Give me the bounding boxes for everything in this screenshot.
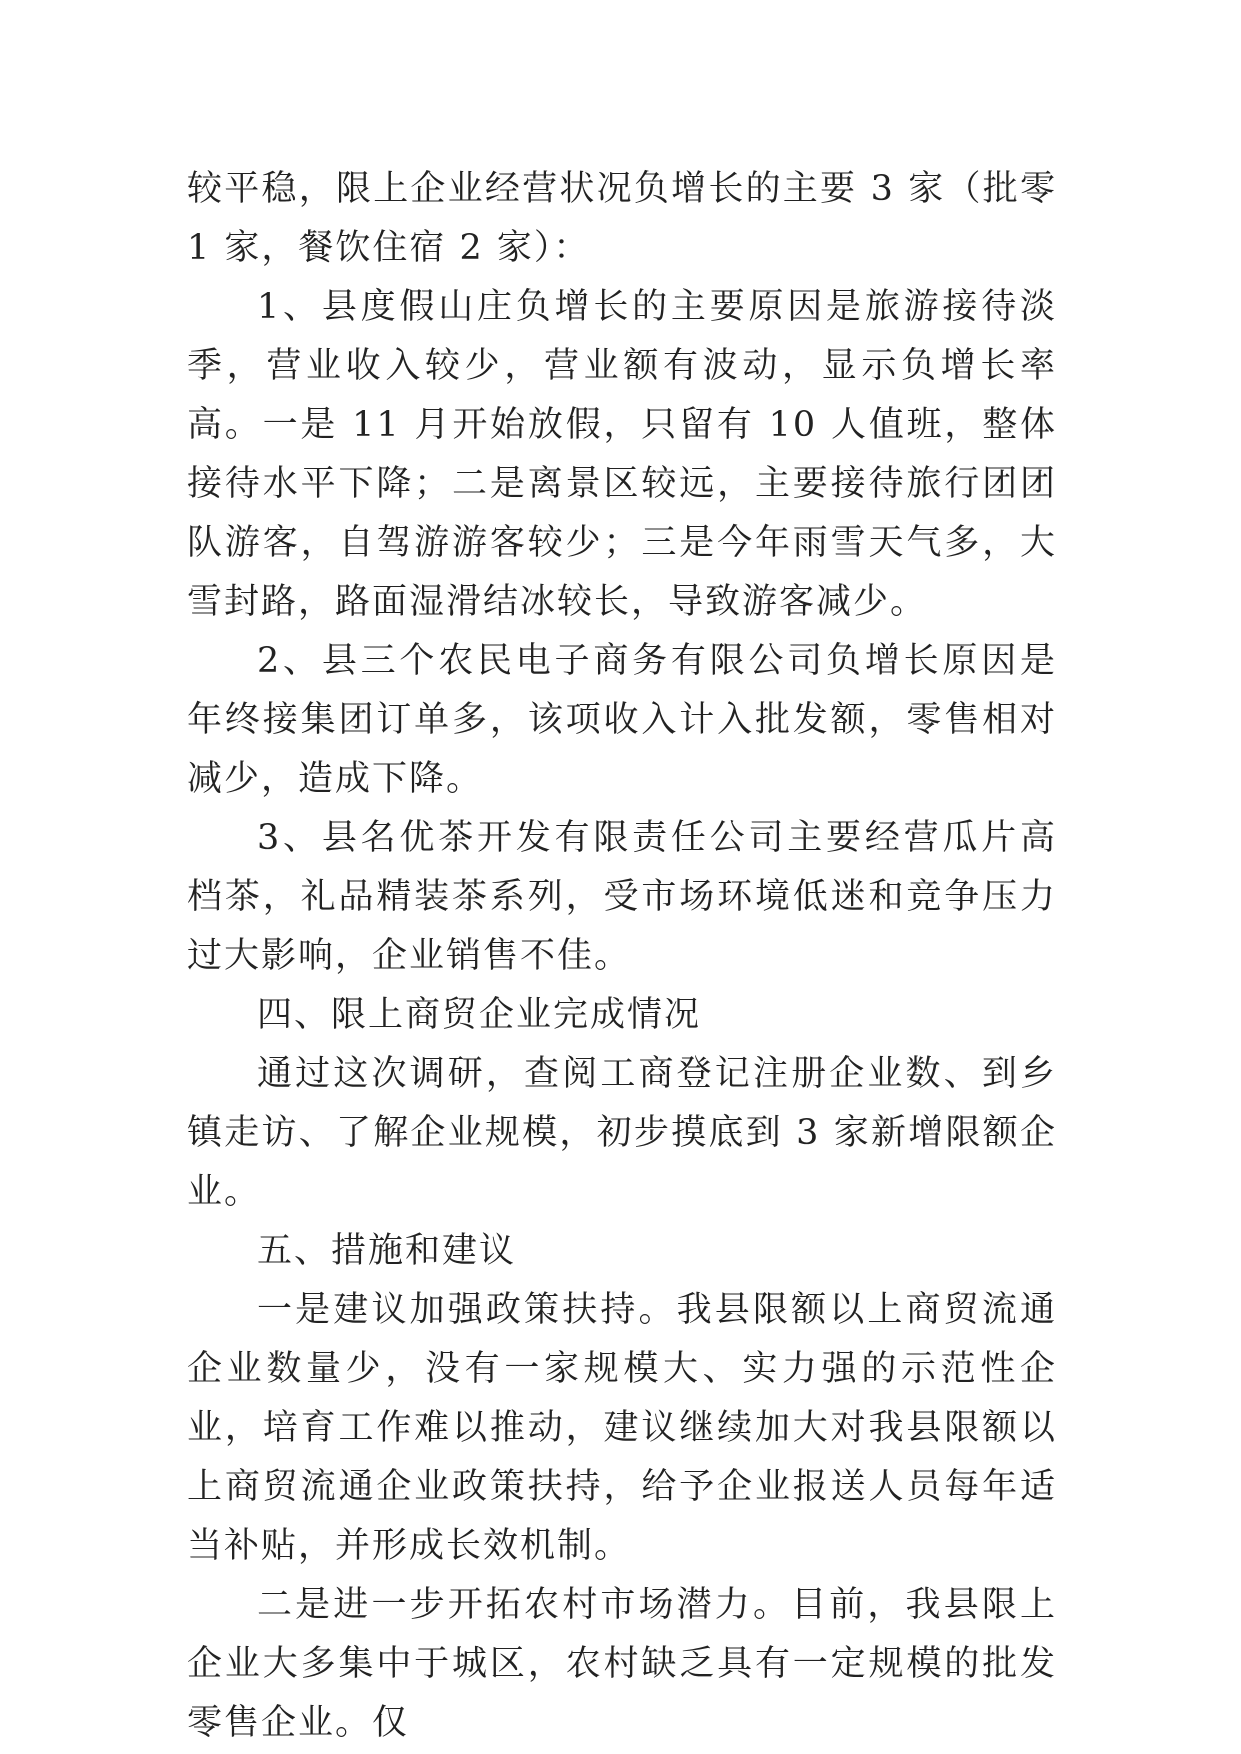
paragraph-item-2: 2、县三个农民电子商务有限公司负增长原因是年终接集团订单多，该项收入计入批发额，零售相对减少，造成下降。 [187,641,1057,799]
section-heading-4: 四、限上商贸企业完成情况 [257,995,702,1035]
paragraph-suggestion-1: 一是建议加强政策扶持。我县限额以上商贸流通企业数量少，没有一家规模大、实力强的示范性企业，培育工作难以推动，建议继续加大对我县限额以上商贸流通企业政策扶持，给予企业报送人员每年适当补贴，并形成长效机制。 [187,1290,1057,1566]
paragraph-item-3: 3、县名优茶开发有限责任公司主要经营瓜片高档茶，礼品精装茶系列，受市场环境低迷和竞争压力过大影响，企业销售不佳。 [187,818,1057,976]
document-body [187,160,1057,1753]
paragraph-continuation: 较平稳，限上企业经营状况负增长的主要 3 家（批零 1 家，餐饮住宿 2 家）： [187,169,1057,268]
paragraph-suggestion-2: 二是进一步开拓农村市场潜力。目前，我县限上企业大多集中于城区，农村缺乏具有一定规模的批发零售企业。仅 [187,1585,1057,1743]
paragraph-section-4: 通过这次调研，查阅工商登记注册企业数、到乡镇走访、了解企业规模，初步摸底到 3 家新增限额企业。 [187,1054,1057,1212]
section-heading-5: 五、措施和建议 [257,1231,517,1271]
paragraph-item-1: 1、县度假山庄负增长的主要原因是旅游接待淡季，营业收入较少，营业额有波动，显示负增长率高。一是 11 月开始放假，只留有 10 人值班，整体接待水平下降；二是离景区较远，主要接待旅行团团队游客，自驾游游客较少；三是今年雨雪天气多，大雪封路，路面湿滑结冰较长，导致游客减少。 [187,287,1057,622]
